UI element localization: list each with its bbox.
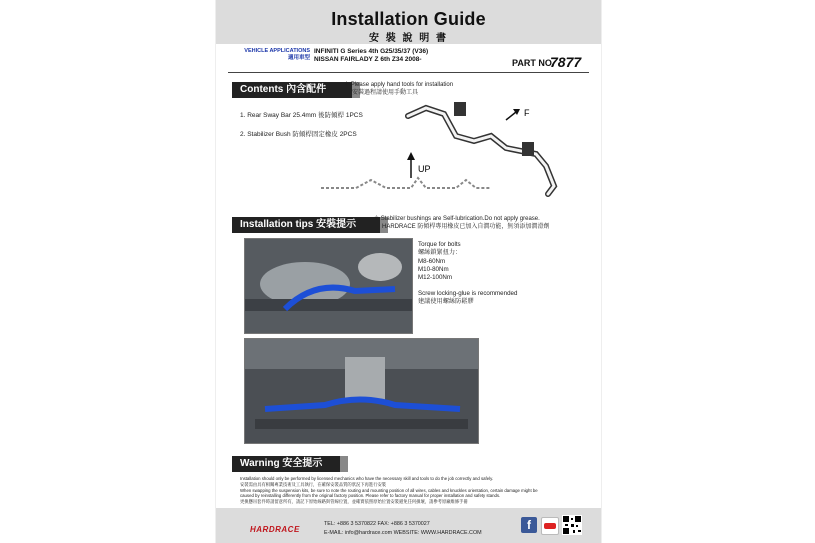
page-title: Installation Guide bbox=[331, 9, 486, 29]
warning-heading: Warning 安全提示 bbox=[232, 456, 340, 472]
facebook-icon[interactable]: f bbox=[521, 517, 537, 533]
warning-line: 安裝需由具有相關專業技術及工具執行，在確保安裝品質的狀況下再進行安裝 bbox=[240, 481, 387, 487]
warning-line: Installation should only be performed by licensed mechanics who have the necessary skill and tools to do the job correctly and safely. bbox=[240, 476, 494, 481]
contents-item-2: 2. Stabilizer Bush 防傾桿固定橡皮 2PCS bbox=[240, 131, 357, 138]
torque-line: M12-100Nm bbox=[418, 274, 453, 282]
vehicle-line-2: NISSAN FAIRLADY Z 6th Z34 2008- bbox=[314, 56, 422, 64]
qr-code-icon bbox=[562, 515, 582, 535]
note-zh: 安裝過程請使用手動工具 bbox=[352, 89, 419, 96]
torque-spec bbox=[418, 241, 461, 283]
note-en: ※ Stabilizer bushings are Self-lubrication.Do not apply grease. bbox=[374, 216, 540, 222]
installation-guide-page bbox=[216, 0, 601, 543]
contents-item-1: 1. Rear Sway Bar 25.4mm 後防傾桿 1PCS bbox=[240, 112, 363, 119]
glue-line: Screw locking-glue is recommended bbox=[418, 290, 518, 297]
bushing-icon bbox=[522, 142, 534, 156]
tips-heading: Installation tips 安裝提示 bbox=[232, 217, 380, 233]
note-zh: HARDRACE 防傾桿專用橡皮已加入自潤功能，無須添加潤滑劑 bbox=[382, 223, 550, 230]
contact-email-website: E-MAIL: info@hardrace.com WEBSITE: WWW.HARDRACE.COM bbox=[324, 529, 482, 536]
note-en: ※ Please apply hand tools for installation bbox=[344, 82, 454, 88]
contact-phone: TEL: +886 3 5370822 FAX: +886 3 5370027 bbox=[324, 521, 430, 527]
part-number: 7877 bbox=[550, 54, 582, 70]
youtube-icon[interactable] bbox=[541, 517, 559, 535]
warning-text bbox=[240, 476, 585, 505]
sway-bar-diagram bbox=[316, 96, 596, 206]
undercar-photo-closeup bbox=[244, 238, 413, 334]
front-label: F bbox=[524, 108, 530, 118]
tips-note bbox=[374, 216, 549, 232]
footer-band bbox=[216, 508, 601, 543]
photo-illustration bbox=[245, 339, 478, 443]
vehicle-label-en: VEHICLE APPLICATIONS bbox=[244, 48, 310, 54]
warning-line: caused by reinstalling differently from the original factory position. Please refer to factory manual for proper installation and safety stands. bbox=[240, 493, 501, 499]
front-arrow-icon bbox=[506, 109, 520, 120]
vehicle-applications-label bbox=[228, 48, 310, 62]
torque-line: M8-60Nm bbox=[418, 257, 446, 265]
glue-line: 建議使用螺絲防鬆膠 bbox=[418, 298, 474, 306]
header-band bbox=[216, 0, 601, 44]
page-subtitle: 安 裝 說 明 書 bbox=[368, 33, 449, 44]
heading-tail bbox=[340, 456, 348, 472]
sway-bar-drawing bbox=[321, 102, 554, 194]
vehicle-list bbox=[314, 48, 428, 64]
bushing-icon bbox=[454, 102, 466, 116]
part-number-label: PART NO. bbox=[512, 58, 555, 68]
up-arrow-icon bbox=[407, 152, 415, 178]
torque-line: Torque for bolts bbox=[418, 241, 461, 248]
vehicle-label-zh: 適用車型 bbox=[287, 54, 310, 61]
photo-illustration bbox=[245, 239, 412, 333]
undercar-photo-wide bbox=[244, 338, 479, 444]
divider bbox=[228, 72, 589, 73]
contact-info bbox=[324, 520, 482, 537]
up-label: UP bbox=[418, 164, 431, 174]
warning-line: 更換懸吊套件時請留意所有，請記下原始線路與管線位置，並確實依照原始位置安裝避免任何損壞，請參考原廠維修手冊 bbox=[240, 499, 468, 505]
locking-glue-note bbox=[418, 290, 517, 307]
hardrace-logo: HARDRACE bbox=[250, 525, 300, 534]
vehicle-line-1: INFINITI G Series 4th G25/35/37 (V36) bbox=[314, 48, 429, 55]
warning-line: When swapping the suspension kits, be sure to note the routing and mounting position of all wires, cables and knuckles orientation, certain damage might be bbox=[240, 487, 538, 493]
contents-heading: Contents 內含配件 bbox=[232, 82, 352, 98]
torque-line: 螺絲鎖緊扭力： bbox=[418, 249, 462, 257]
torque-line: M10-80Nm bbox=[418, 266, 449, 274]
